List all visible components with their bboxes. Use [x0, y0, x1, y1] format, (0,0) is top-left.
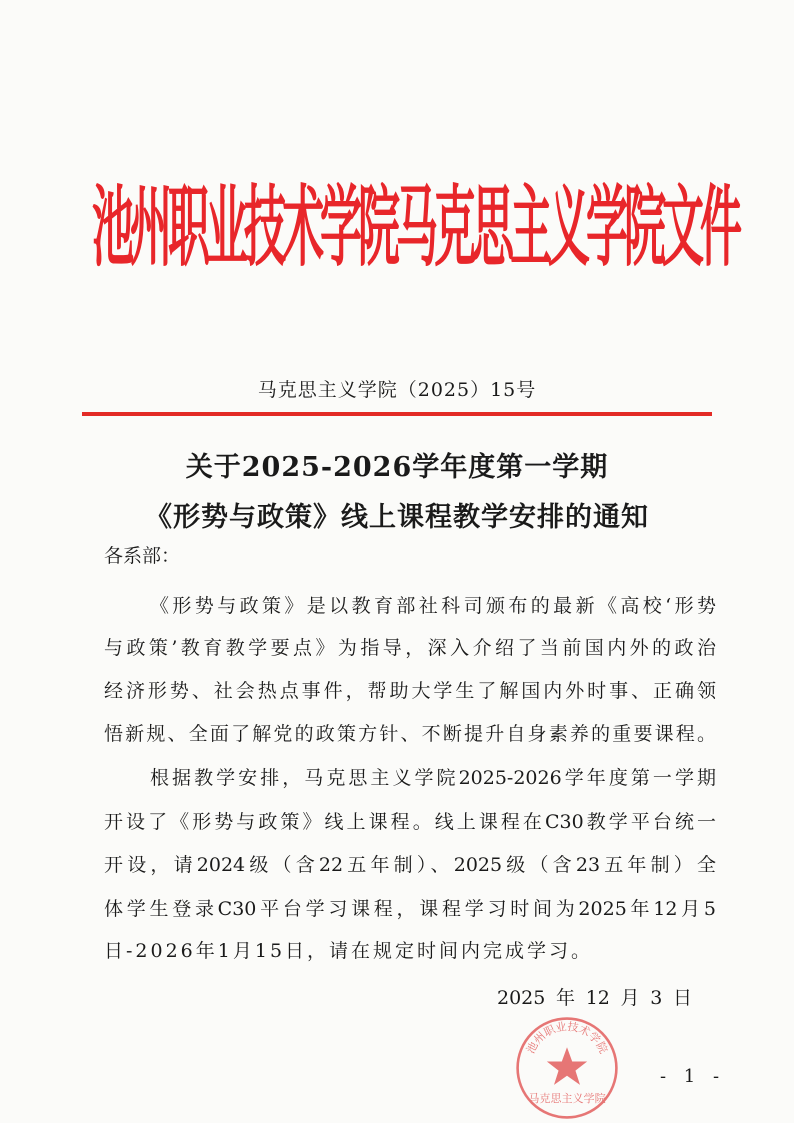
notice-title-line2: 《形势与政策》线上课程教学安排的通知 [145, 502, 649, 533]
seal-star-icon [547, 1047, 587, 1085]
seal-inner-text: 马克思主义学院 [528, 1091, 606, 1105]
paragraph2-line: 根据教学安排，马克思主义学院2025-2026学年度第一学期 [150, 767, 716, 789]
red-divider-line [82, 412, 712, 416]
paragraph1-line: 《形势与政策》是以教育部社科司颁布的最新《高校‘形势 [150, 595, 716, 617]
official-seal [515, 1016, 619, 1120]
paragraph2-line: 日-2026年1月15日，请在规定时间内完成学习。 [104, 940, 594, 962]
page-number: - 1 - [660, 1066, 726, 1087]
paragraph2-line: 开设了《形势与政策》线上课程。线上课程在C30教学平台统一 [104, 811, 716, 833]
notice-title-line1: 关于2025-2026学年度第一学期 [185, 452, 609, 483]
paragraph1-line: 悟新规、全面了解党的政策方针、不断提升自身素养的重要课程。 [104, 723, 716, 745]
paragraph1-line: 经济形势、社会热点事件，帮助大学生了解国内外时事、正确领 [104, 680, 716, 702]
seal-outer-text: 池州职业技术学院 [523, 1020, 611, 1056]
issue-date: 2025年12月3日 [497, 987, 692, 1009]
paragraph1-line: 与政策’教育教学要点》为指导，深入介绍了当前国内外的政治 [104, 637, 716, 659]
salutation: 各系部： [104, 545, 181, 567]
document-header-title: 池州职业技术学院马克思主义学院文件 [92, 175, 739, 279]
paragraph2-line: 体学生登录C30平台学习课程，课程学习时间为2025年12月5 [104, 898, 716, 920]
document-number: 马克思主义学院（2025）15号 [257, 379, 537, 401]
paragraph2-line: 开设，请2024级（含22五年制）、2025级（含23五年制）全 [104, 854, 716, 876]
